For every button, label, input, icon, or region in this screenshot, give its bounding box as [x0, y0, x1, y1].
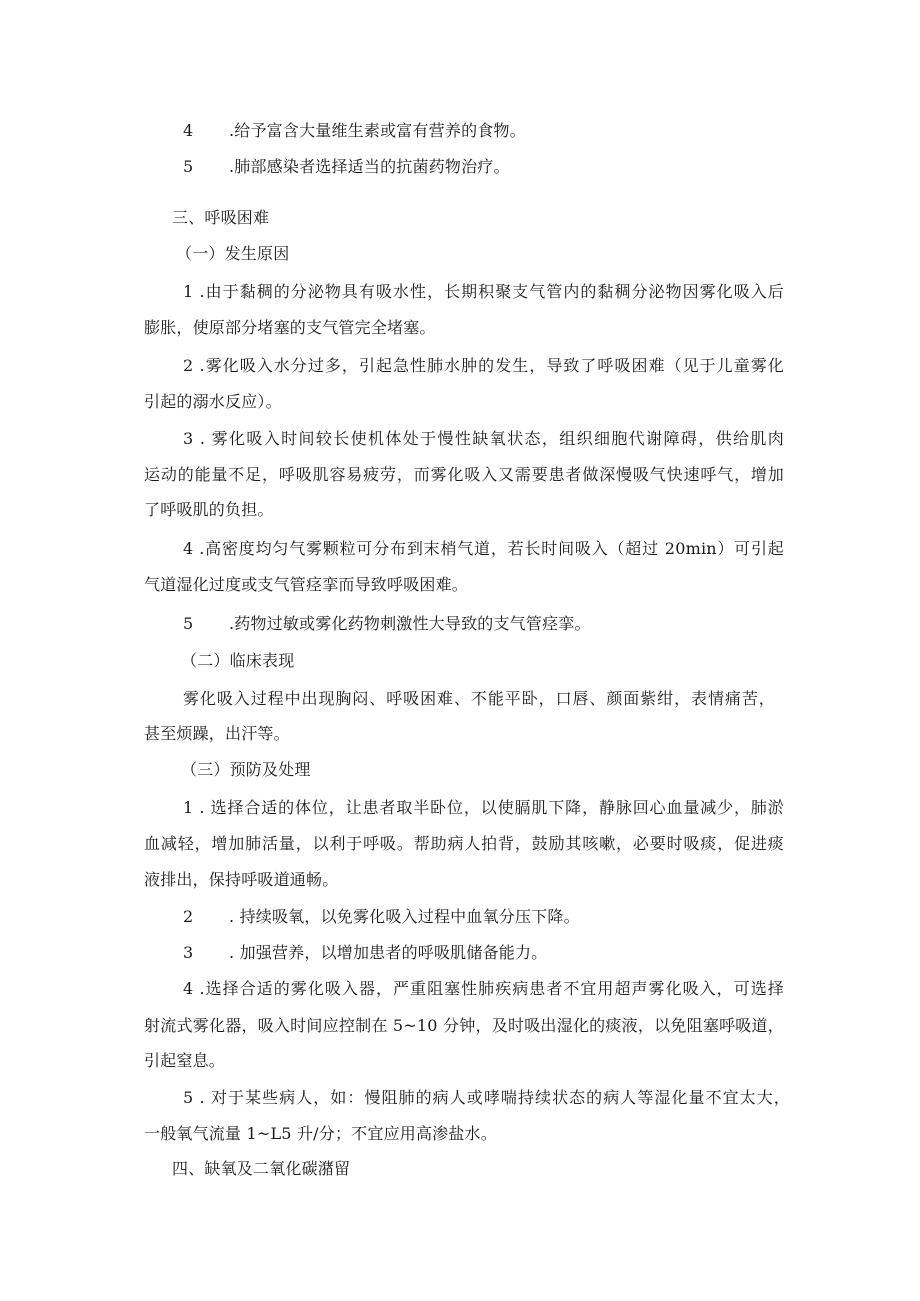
item-text: . 加强营养，以增加患者的呼吸肌储备能力。: [229, 943, 548, 962]
item-text: .药物过敏或雾化药物刺激性大导致的支气管痉挛。: [229, 614, 591, 633]
item-number: 2: [183, 907, 194, 926]
section-heading: 三、呼吸困难: [172, 208, 270, 227]
paragraph-line: 5 . 对于某些病人，如：慢阻肺的病人或哮喘持续状态的病人等湿化量不宜太大，: [183, 1088, 790, 1107]
paragraph-line: 射流式雾化器，吸入时间应控制在 5~10 分钟，及时吸出湿化的痰液，以免阻塞呼吸道，: [144, 1016, 784, 1035]
paragraph-line: 一般氧气流量 1~L5 升/分；不宜应用高渗盐水。: [144, 1124, 497, 1143]
subsection-heading: （二）临床表现: [181, 651, 295, 670]
paragraph-line: 甚至烦躁，出汗等。: [144, 724, 290, 743]
paragraph-line: 2 .雾化吸入水分过多，引起急性肺水肿的发生，导致了呼吸困难（见于儿童雾化: [183, 356, 784, 375]
paragraph-line: 气道湿化过度或支气管痉挛而导致呼吸困难。: [144, 575, 469, 594]
paragraph-line: 运动的能量不足，呼吸肌容易疲劳，而雾化吸入又需要患者做深慢吸气快速呼气，增加: [144, 465, 784, 484]
item-number: 5: [183, 614, 194, 633]
paragraph-line: 了呼吸肌的负担。: [144, 500, 274, 519]
item-number: 4: [183, 121, 194, 140]
paragraph-line: 血减轻，增加肺活量，以利于呼吸。帮助病人拍背，鼓励其咳嗽，必要时吸痰，促进痰: [144, 834, 784, 853]
item-number: 3: [183, 943, 194, 962]
list-item: [183, 943, 547, 963]
item-number: 5: [183, 157, 194, 176]
list-item: [183, 614, 591, 634]
paragraph-line: 4 .选择合适的雾化吸入器，严重阻塞性肺疾病患者不宜用超声雾化吸入，可选择: [183, 979, 784, 998]
paragraph-line: 引起窒息。: [144, 1051, 226, 1070]
list-item: [183, 157, 510, 177]
paragraph-line: 4 .高密度均匀气雾颗粒可分布到末梢气道，若长时间吸入（超过 20min）可引起: [183, 539, 784, 558]
section-heading: 四、缺氧及二氧化碳潴留: [172, 1159, 351, 1178]
paragraph-line: 膨胀，使原部分堵塞的支气管完全堵塞。: [144, 318, 436, 337]
paragraph-line: 引起的溺水反应）。: [144, 392, 282, 411]
paragraph-line: 雾化吸入过程中出现胸闷、呼吸困难、不能平卧，口唇、颜面紫绀，表情痛苦，: [183, 689, 775, 708]
paragraph-line: 液排出，保持呼吸道通畅。: [144, 870, 339, 889]
list-item: [183, 907, 580, 927]
item-text: .肺部感染者选择适当的抗菌药物治疗。: [229, 157, 510, 176]
item-text: .给予富含大量维生素或富有营养的食物。: [229, 121, 526, 140]
subsection-heading: （一）发生原因: [176, 244, 290, 263]
subsection-heading: （三）预防及处理: [181, 760, 311, 779]
paragraph-line: 3 . 雾化吸入时间较长使机体处于慢性缺氧状态，组织细胞代谢障碍，供给肌肉: [183, 429, 784, 448]
list-item: [183, 121, 526, 141]
item-text: . 持续吸氧，以免雾化吸入过程中血氧分压下降。: [229, 907, 580, 926]
paragraph-line: 1 . 选择合适的体位，让患者取半卧位，以使膈肌下降，静脉回心血量减少，肺淤: [183, 798, 784, 817]
paragraph-line: 1 .由于黏稠的分泌物具有吸水性，长期积聚支气管内的黏稠分泌物因雾化吸入后: [183, 282, 784, 301]
